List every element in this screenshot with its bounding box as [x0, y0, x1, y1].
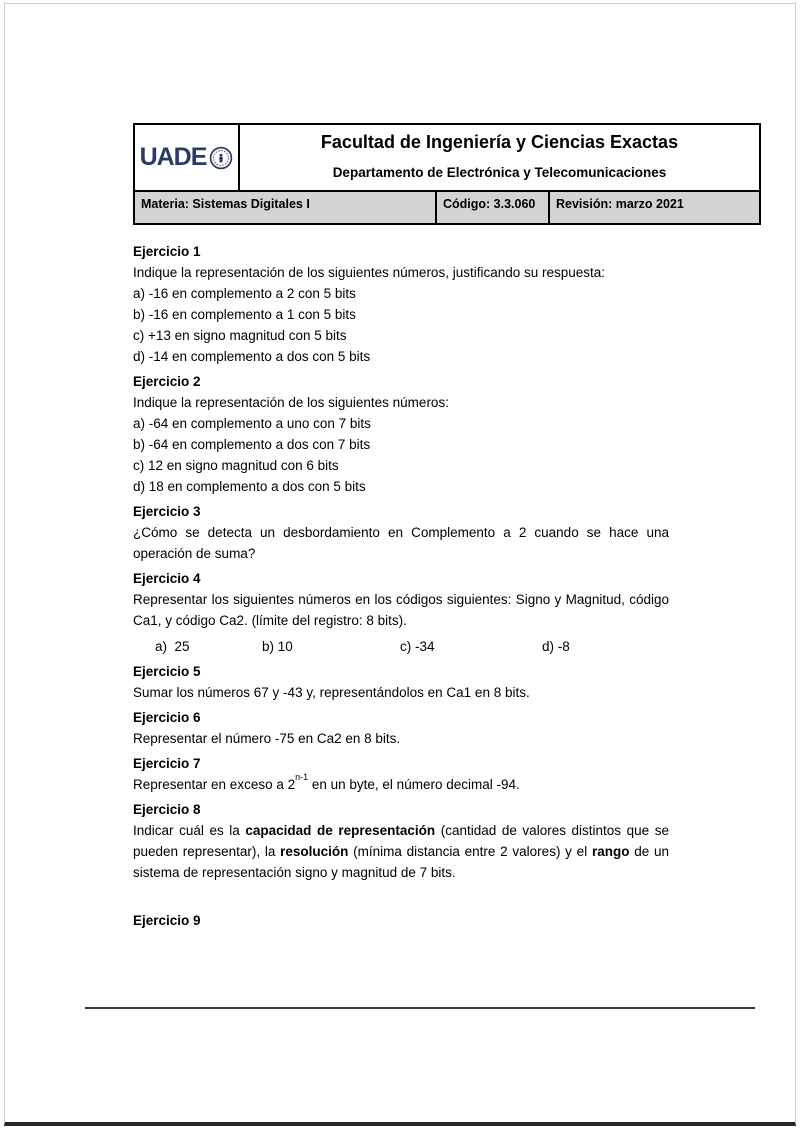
- exercise-7-title: Ejercicio 7: [133, 756, 201, 771]
- exercise-7-exponent: n-1: [295, 771, 309, 782]
- exercise-3: [133, 501, 669, 564]
- exercise-7-body: [133, 771, 669, 795]
- exercise-list: [133, 241, 669, 931]
- exercise-1-intro: Indique la representación de los siguientes números, justificando su respuesta:: [133, 265, 606, 280]
- exercise-2-item-b: b) -64 en complemento a dos con 7 bits: [133, 437, 371, 452]
- exercise-1-title: Ejercicio 1: [133, 244, 201, 259]
- exercise-4-body: Representar los siguientes números en los códigos siguientes: Signo y Magnitud, código Ca1, y código Ca2. (límite del registro: 8 bits).: [133, 592, 669, 628]
- exercise-9: [133, 910, 669, 931]
- exercise-6: [133, 707, 669, 749]
- exercise-4-title: Ejercicio 4: [133, 571, 201, 586]
- exercise-2-intro: Indique la representación de los siguientes números:: [133, 395, 449, 410]
- exercise-5-title: Ejercicio 5: [133, 664, 201, 679]
- exercise-1: [133, 241, 669, 367]
- exercise-4-item-d: d) -8: [542, 639, 570, 654]
- exercise-8-seg-3: (mínima distancia entre 2 valores) y el: [348, 844, 592, 859]
- exercise-2-item-c: c) 12 en signo magnitud con 6 bits: [133, 458, 339, 473]
- uade-seal-icon: [209, 146, 233, 170]
- exercise-8-body: [133, 820, 669, 883]
- faculty-title: Facultad de Ingeniería y Ciencias Exactas: [320, 132, 679, 152]
- exercise-1-item-c: c) +13 en signo magnitud con 5 bits: [133, 328, 347, 343]
- revision-cell: Revisión: marzo 2021: [556, 197, 684, 211]
- header-row-meta: [135, 190, 759, 223]
- footer-separator: [85, 1007, 755, 1009]
- exercise-8-term-rango: rango: [591, 844, 630, 859]
- exercise-1-item-a: a) -16 en complemento a 2 con 5 bits: [133, 286, 356, 301]
- exercise-8-seg-4: de un sistema de representación signo y magnitud de 7 bits.: [133, 844, 670, 880]
- exercise-3-body: ¿Cómo se detecta un desbordamiento en Complemento a 2 cuando se hace una operación de suma?: [133, 525, 669, 561]
- exercise-8-term-resolucion: resolución: [280, 844, 349, 859]
- materia-cell: Materia: Sistemas Digitales I: [135, 192, 437, 223]
- exercise-4-item-c: c) -34: [400, 639, 435, 654]
- exercise-5-body: Sumar los números 67 y -43 y, representándolos en Ca1 en 8 bits.: [133, 685, 530, 700]
- logo-cell: [135, 125, 240, 190]
- header-row-top: [135, 125, 759, 190]
- exercise-8: [133, 799, 669, 883]
- exercise-1-item-b: b) -16 en complemento a 1 con 5 bits: [133, 307, 356, 322]
- exercise-2-title: Ejercicio 2: [133, 374, 201, 389]
- document-header-table: [133, 123, 761, 225]
- exercise-7: [133, 753, 669, 795]
- exercise-4: [133, 568, 669, 657]
- title-cell: [240, 125, 759, 190]
- exercise-6-body: Representar el número -75 en Ca2 en 8 bits.: [133, 731, 401, 746]
- exercise-2-item-a: a) -64 en complemento a uno con 7 bits: [133, 416, 371, 431]
- exercise-3-title: Ejercicio 3: [133, 504, 201, 519]
- exercise-9-title: Ejercicio 9: [133, 913, 201, 928]
- codigo-cell: Código: 3.3.060: [437, 192, 550, 223]
- exercise-8-term-capacidad: capacidad de representación: [245, 823, 436, 838]
- exercise-1-item-d: d) -14 en complemento a dos con 5 bits: [133, 349, 371, 364]
- exercise-2-item-d: d) 18 en complemento a dos con 5 bits: [133, 479, 366, 494]
- uade-logo-text: UADE: [139, 143, 207, 171]
- exercise-8-seg-2: (cantidad de valores distintos que se pueden representar), la: [133, 823, 670, 859]
- exercise-2: [133, 371, 669, 497]
- exercise-8-title: Ejercicio 8: [133, 802, 201, 817]
- exercise-7-body-pre: Representar en exceso a 2: [133, 777, 296, 792]
- exercise-4-item-b: b) 10: [262, 639, 293, 654]
- exercise-5: [133, 661, 669, 703]
- exercise-4-item-a: a) 25: [155, 639, 190, 654]
- exercise-8-seg-1: Indicar cuál es la: [133, 823, 246, 838]
- exercise-4-items-row: [133, 636, 669, 657]
- exercise-6-title: Ejercicio 6: [133, 710, 201, 725]
- exercise-7-body-post: en un byte, el número decimal -94.: [308, 777, 520, 792]
- department-subtitle: Departamento de Electrónica y Telecomunicaciones: [332, 165, 667, 180]
